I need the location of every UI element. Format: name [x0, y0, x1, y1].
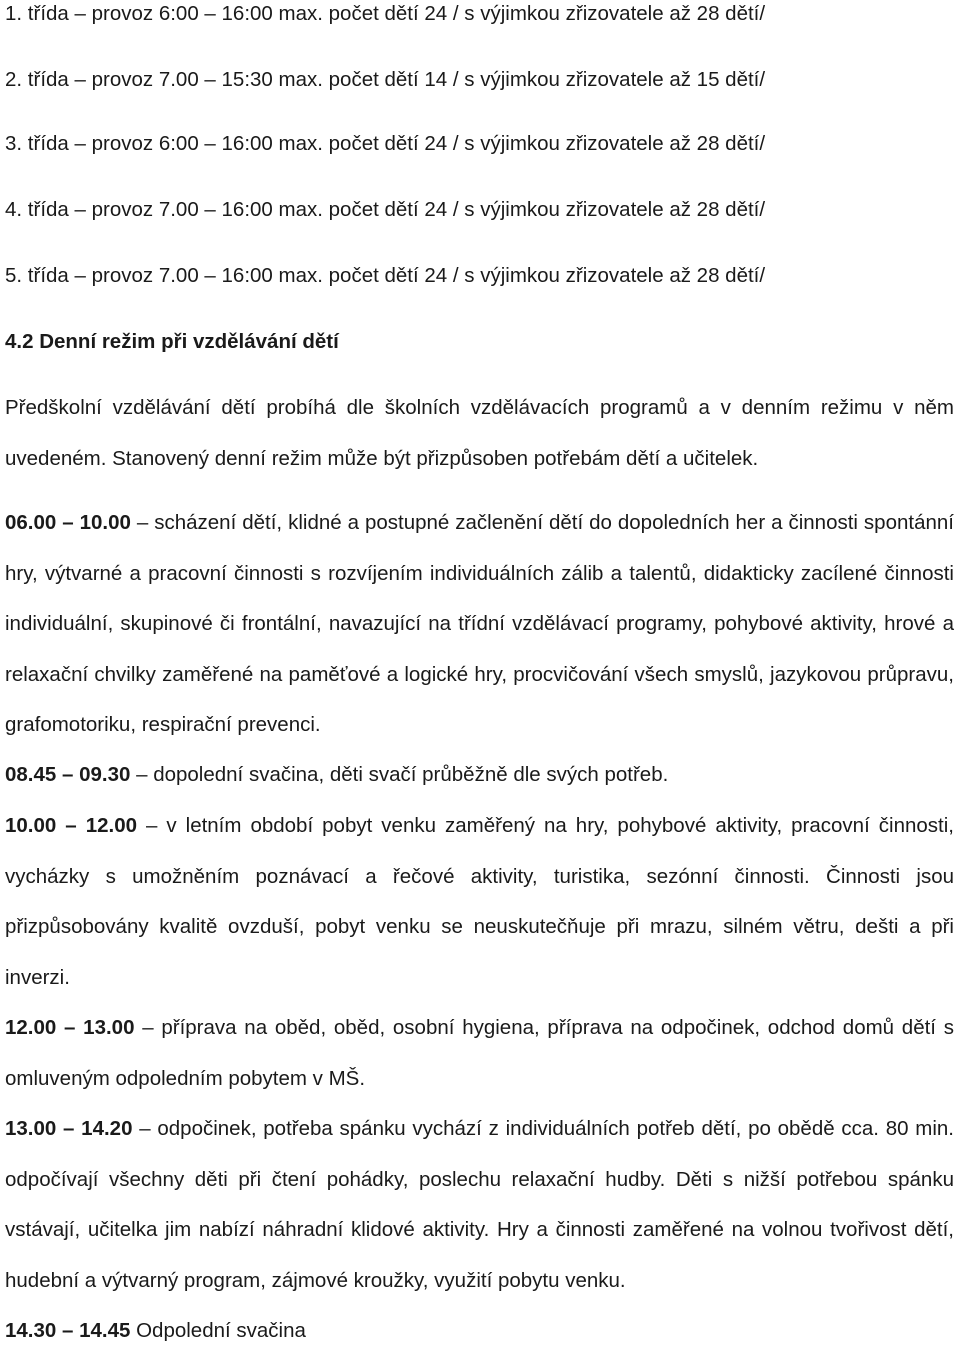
- schedule-text: – dopolední svačina, děti svačí průběžně dle svých potřeb.: [130, 763, 669, 786]
- schedule-item-2: [5, 750, 954, 801]
- schedule-time: 13.00 – 14.20: [5, 1117, 133, 1140]
- class-line-2: 2. třída – provoz 7.00 – 15:30 max. počet dětí 14 / s výjimkou zřizovatele až 15 dětí/: [5, 68, 766, 91]
- schedule-item-3: [5, 801, 954, 1003]
- schedule-text: – scházení dětí, klidné a postupné začlenění dětí do dopoledních her a činnosti spontánní hry, výtvarné a pracovní činnosti s rozvíjením individuálních zálib a talentů, didakticky zacílené činnosti individuální, skupinové či frontální, navazující na třídní vzdělávací programy, pohybové aktivity, hrové a relaxační chvilky zaměřené na paměťové a logické hry, procvičování všech smyslů, jazykovou průpravu, grafomotoriku, respirační prevenci.: [5, 511, 954, 736]
- schedule-time: 06.00 – 10.00: [5, 511, 131, 534]
- schedule-time: 10.00 – 12.00: [5, 814, 137, 837]
- class-line-1: 1. třída – provoz 6:00 – 16:00 max. počet dětí 24 / s výjimkou zřizovatele až 28 dětí/: [5, 2, 766, 25]
- schedule-item-6: [5, 1306, 954, 1357]
- schedule-time: 12.00 – 13.00: [5, 1016, 135, 1039]
- class-line-3: 3. třída – provoz 6:00 – 16:00 max. počet dětí 24 / s výjimkou zřizovatele až 28 dětí/: [5, 132, 766, 155]
- schedule-text: – příprava na oběd, oběd, osobní hygiena, příprava na odpočinek, odchod domů dětí s omluveným odpoledním pobytem v MŠ.: [5, 1016, 954, 1090]
- class-line-4: 4. třída – provoz 7.00 – 16:00 max. počet dětí 24 / s výjimkou zřizovatele až 28 dětí/: [5, 198, 766, 221]
- class-line-5: 5. třída – provoz 7.00 – 16:00 max. počet dětí 24 / s výjimkou zřizovatele až 28 dětí/: [5, 264, 766, 287]
- schedule-time: 14.30 – 14.45: [5, 1319, 131, 1342]
- schedule-text: – v letním období pobyt venku zaměřený na hry, pohybové aktivity, pracovní činnosti, vycházky s umožněním poznávací a řečové aktivity, turistika, sezónní činnosti. Činnosti jsou přizpůsobovány kvalitě ovzduší, pobyt venku se neuskutečňuje při mrazu, silném větru, dešti a při inverzi.: [5, 814, 954, 989]
- schedule-text: Odpolední svačina: [130, 1319, 306, 1342]
- schedule-text: – odpočinek, potřeba spánku vychází z individuálních potřeb dětí, po obědě cca. 80 min. odpočívají všechny děti při čtení pohádky, poslechu relaxační hudby. Děti s nižší potřebou spánku vstávají, učitelka jim nabízí náhradní klidové aktivity. Hry a činnosti zaměřené na volnou tvořivost dětí, hudební a výtvarný program, zájmové kroužky, využití pobytu venku.: [5, 1117, 954, 1292]
- schedule-item-4: [5, 1003, 954, 1104]
- schedule-item-5: [5, 1104, 954, 1306]
- section-heading: 4.2 Denní režim při vzdělávání dětí: [5, 330, 339, 353]
- schedule-item-1: [5, 498, 954, 751]
- schedule-time: 08.45 – 09.30: [5, 763, 131, 786]
- intro-paragraph: Předškolní vzdělávání dětí probíhá dle školních vzdělávacích programů a v denním režimu v něm uvedeném. Stanovený denní režim může být přizpůsoben potřebám dětí a učitelek.: [5, 396, 954, 470]
